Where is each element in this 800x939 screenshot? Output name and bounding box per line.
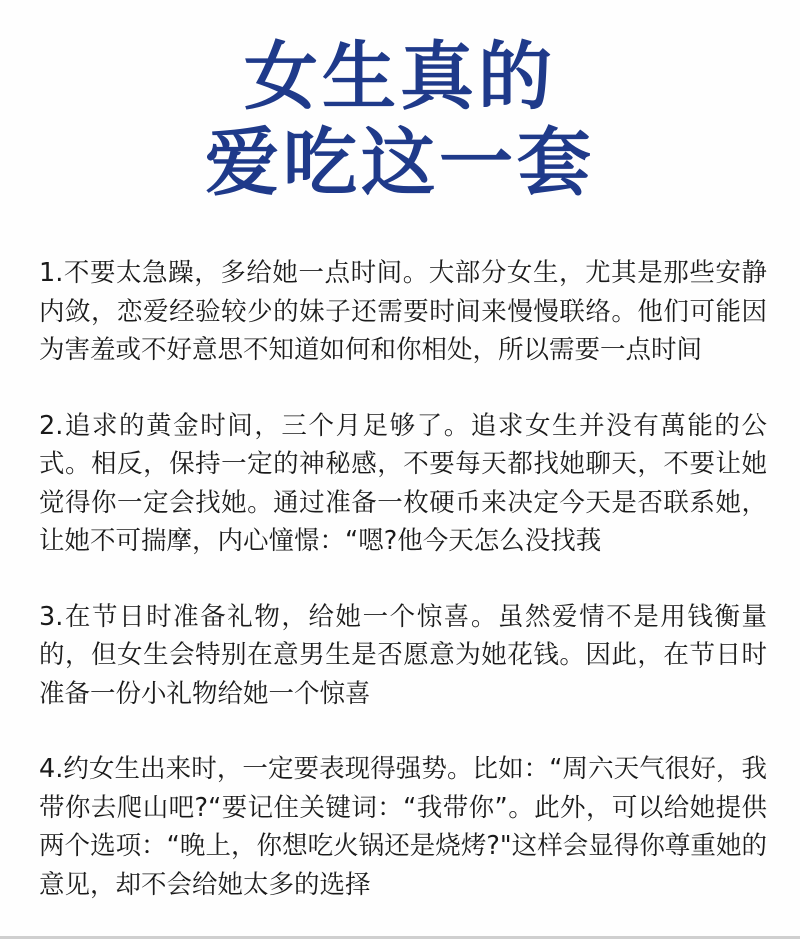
tip-paragraph-2: 2.追求的黄金时间，三个月足够了。追求女生并没有萬能的公式。相反，保持一定的神秘感，不要每天都找她聊天，不要让她觉得你一定会找她。通过准备一枚硬币来决定今天是否联系她，让她不可揣摩，内心憧憬：“嗯?他今天怎么没找莪 <box>39 410 767 556</box>
tip-paragraph-3: 3.在节日时准备礼物，给她一个惊喜。虽然爱情不是用钱衡量的，但女生会特别在意男生是否愿意为她花钱。因此，在节日时准备一份小礼物给她一个惊喜 <box>39 601 767 709</box>
page-title-line-2: 爱吃这一套 <box>205 120 595 206</box>
tips-list <box>39 254 767 904</box>
page-title-line-1: 女生真的 <box>244 34 556 120</box>
tip-paragraph-4: 4.约女生出来时，一定要表现得强势。比如：“周六天气很好，我带你去爬山吧?“要记住关键词：“我带你”。此外，可以给她提供两个选项：“晚上，你想吃火锅还是烧烤?"这样会显得你尊重她的意见，却不会给她太多的选择 <box>39 754 767 900</box>
tip-paragraph-1: 1.不要太急躁，多给她一点时间。大部分女生，尤其是那些安静内敛，恋爱经验较少的妹子还需要时间来慢慢联络。他们可能因为害羞或不好意思不知道如何和你相处，所以需要一点时间 <box>39 258 767 365</box>
